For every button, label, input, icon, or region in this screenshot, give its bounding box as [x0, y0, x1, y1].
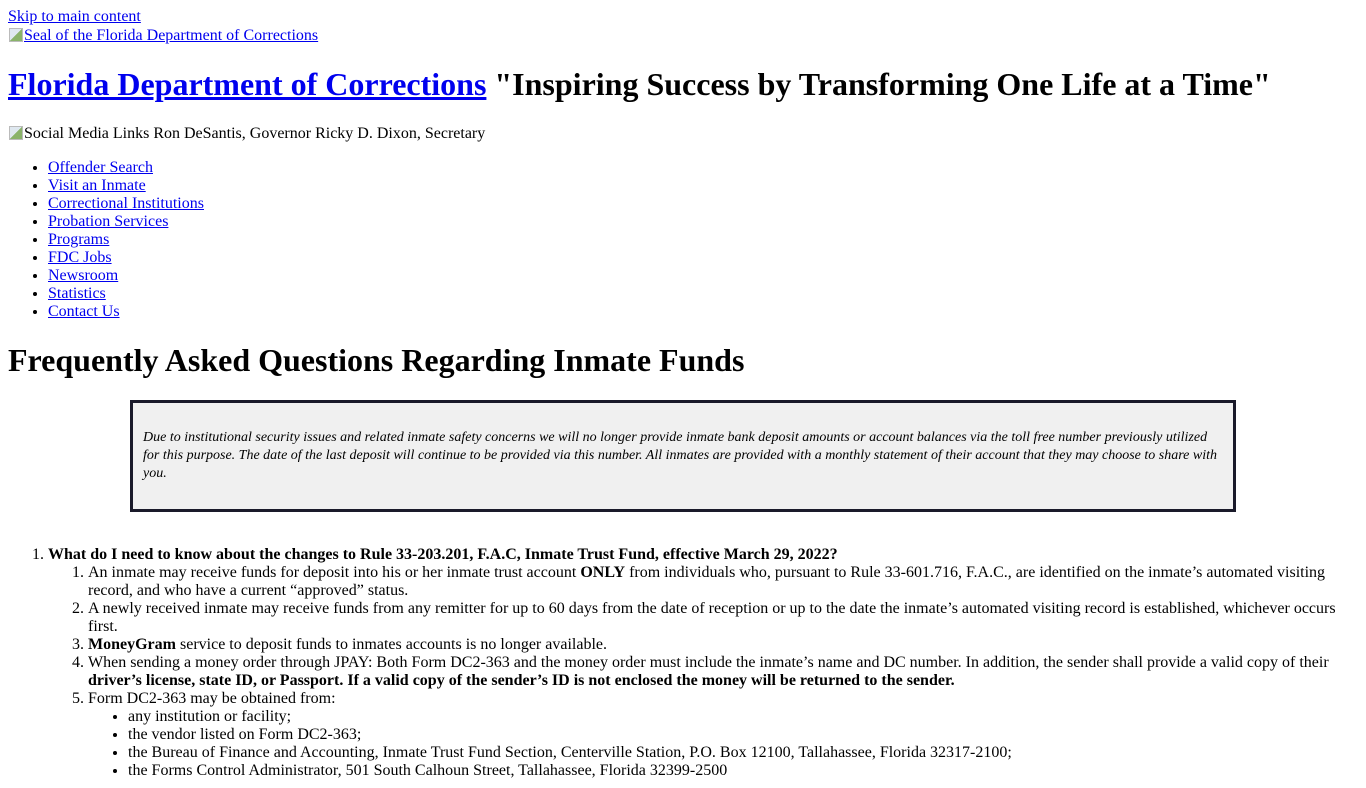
main-navigation: [8, 159, 1358, 321]
nav-contact-us[interactable]: Contact Us: [48, 303, 120, 320]
faq-question: What do I need to know about the changes to Rule 33-203.201, F.A.C, Inmate Trust Fund, effective March 29, 2022?: [48, 546, 838, 563]
site-title-link[interactable]: Florida Department of Corrections: [8, 66, 487, 102]
answer-item: 2. A newly received inmate may receive funds from any remitter for up to 60 days from the date of reception or up to the date the inmate’s automated visiting record is established, whichever occurs first.: [88, 600, 1358, 636]
page-title: Frequently Asked Questions Regarding Inmate Funds: [8, 342, 745, 378]
seal-image-icon: [8, 26, 24, 42]
notice-text: Due to institutional security issues and related inmate safety concerns we will no longer provide inmate bank deposit amounts or account balances via the toll free number previously utilized for this purpose. The date of the last deposit will continue to be provided via this number. All inmates are provided with a monthly statement of their account that they may choose to share with you.: [143, 430, 1217, 481]
site-header: [8, 66, 1358, 103]
answer-item: 1. An inmate may receive funds for deposit into his or her inmate trust account ONLY from individuals who, pursuant to Rule 33-601.716, F.A.C., are identified on the inmate’s automated visiting record, and who have a current “approved” status.: [88, 564, 1358, 600]
nav-correctional-institutions[interactable]: Correctional Institutions: [48, 195, 204, 212]
faq-list: [8, 546, 1358, 780]
seal-logo-link[interactable]: [8, 26, 1358, 45]
nav-probation-services[interactable]: Probation Services: [48, 213, 169, 230]
header-info: [8, 124, 1358, 143]
form-source-item: • any institution or facility;: [128, 708, 1358, 726]
answer-item: 5. Form DC2-363 may be obtained from: • any institution or facility; • the vendor listed on Form DC2-363; • the Bureau of Finance and Accounting, Inmate Trust Fund Section, Centerville Station, P.O. Box 12100, Tallahassee, Florida 32317-2100; • the Forms Control Administrator, 501 South Calhoun Street, Tallahassee, Florida 32399-2500: [88, 690, 1358, 780]
nav-programs[interactable]: Programs: [48, 231, 110, 248]
social-media-image-icon: [8, 124, 24, 140]
nav-fdc-jobs[interactable]: FDC Jobs: [48, 249, 112, 266]
form-source-item: • the Forms Control Administrator, 501 South Calhoun Street, Tallahassee, Florida 32399-2500: [128, 762, 1358, 780]
secretary-name: Ricky D. Dixon, Secretary: [315, 125, 486, 142]
nav-newsroom[interactable]: Newsroom: [48, 267, 119, 284]
nav-offender-search[interactable]: Offender Search: [48, 159, 153, 176]
faq-item: [48, 546, 1358, 780]
tagline: "Inspiring Success by Transforming One Life at a Time": [494, 66, 1271, 102]
answer-item: 3. MoneyGram service to deposit funds to inmates accounts is no longer available.: [88, 636, 1358, 654]
skip-to-main-content-link[interactable]: Skip to main content: [8, 8, 141, 25]
faq-answer-list: [48, 564, 1358, 780]
form-source-item: • the vendor listed on Form DC2-363;: [128, 726, 1358, 744]
seal-alt-text: Seal of the Florida Department of Corrections: [24, 27, 319, 44]
nav-visit-an-inmate[interactable]: Visit an Inmate: [48, 177, 146, 194]
answer-item: 4. When sending a money order through JPAY: Both Form DC2-363 and the money order must include the inmate’s name and DC number. In addition, the sender shall provide a valid copy of their driver’s license, state ID, or Passport. If a valid copy of the sender’s ID is not enclosed the money will be returned to the sender.: [88, 654, 1358, 690]
form-sources-list: [88, 708, 1358, 780]
social-media-alt: Social Media Links: [24, 125, 150, 142]
notice-box: [130, 400, 1236, 512]
governor-name: Ron DeSantis, Governor: [153, 125, 312, 142]
nav-statistics[interactable]: Statistics: [48, 285, 106, 302]
form-source-item: • the Bureau of Finance and Accounting, Inmate Trust Fund Section, Centerville Station, P.O. Box 12100, Tallahassee, Florida 32317-2100;: [128, 744, 1358, 762]
